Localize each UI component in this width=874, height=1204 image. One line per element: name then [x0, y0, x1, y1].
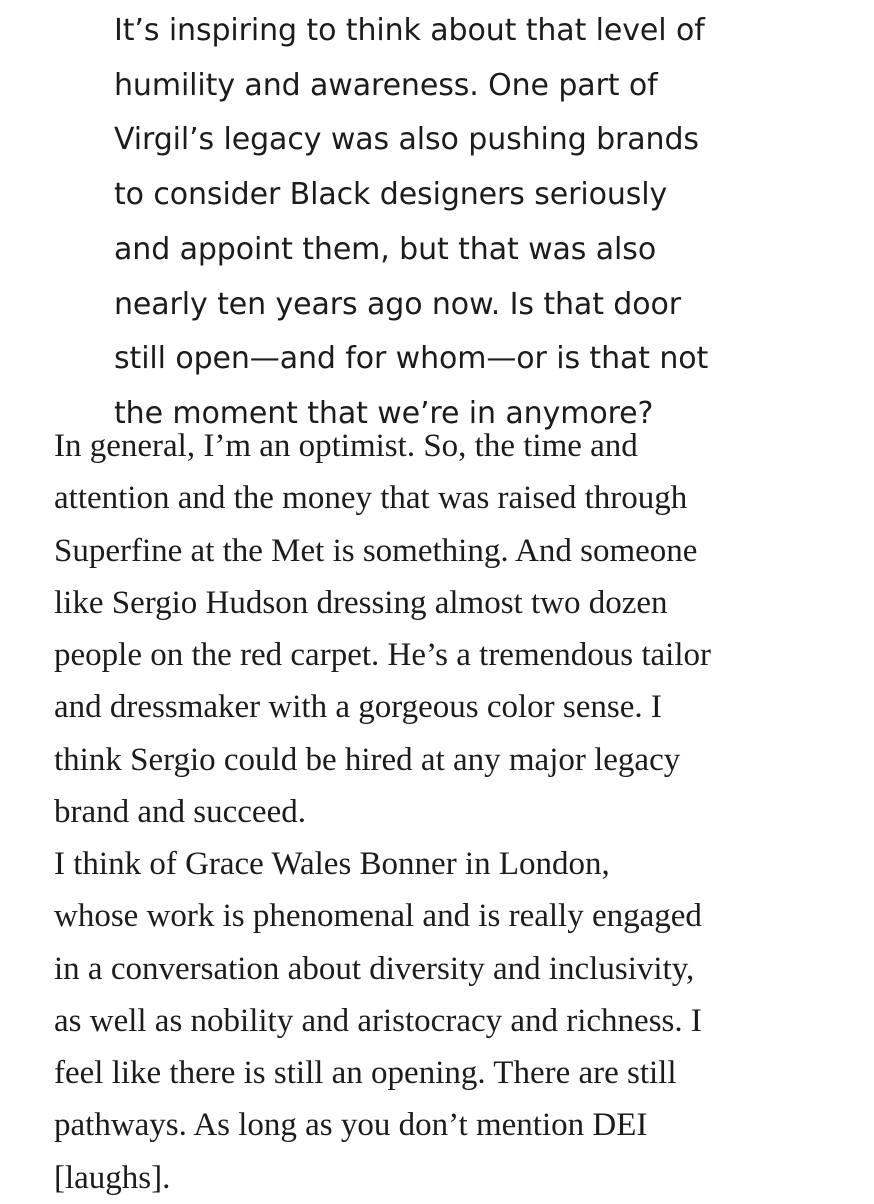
answer-paragraph: I think of Grace Wales Bonner in London, whose work is phenomenal and is really engaged in a conversation about diversity and inclusivity, as well as nobility and aristocracy and richness. I feel like there is still an opening. There are still pathways. As long as you don’t mention DEI [laughs].: [54, 846, 702, 1196]
answer-paragraph: In general, I’m an optimist. So, the time and attention and the money that was raised through Superfine at the Met is something. And someone like Sergio Hudson dressing almost two dozen people on the red carpet. He’s a tremendous tailor and dressmaker with a gorgeous color sense. I think Sergio could be hired at any major legacy brand and succeed.: [54, 428, 712, 831]
interview-question: It’s inspiring to think about that level of humility and awareness. One part of Virgil’s legacy was also pushing brands to consider Black designers seriously and appoint them, but that was also nearly ten years ago now. Is that door still open—and for whom—or is that not the moment that we’re in anymore?: [114, 13, 709, 431]
